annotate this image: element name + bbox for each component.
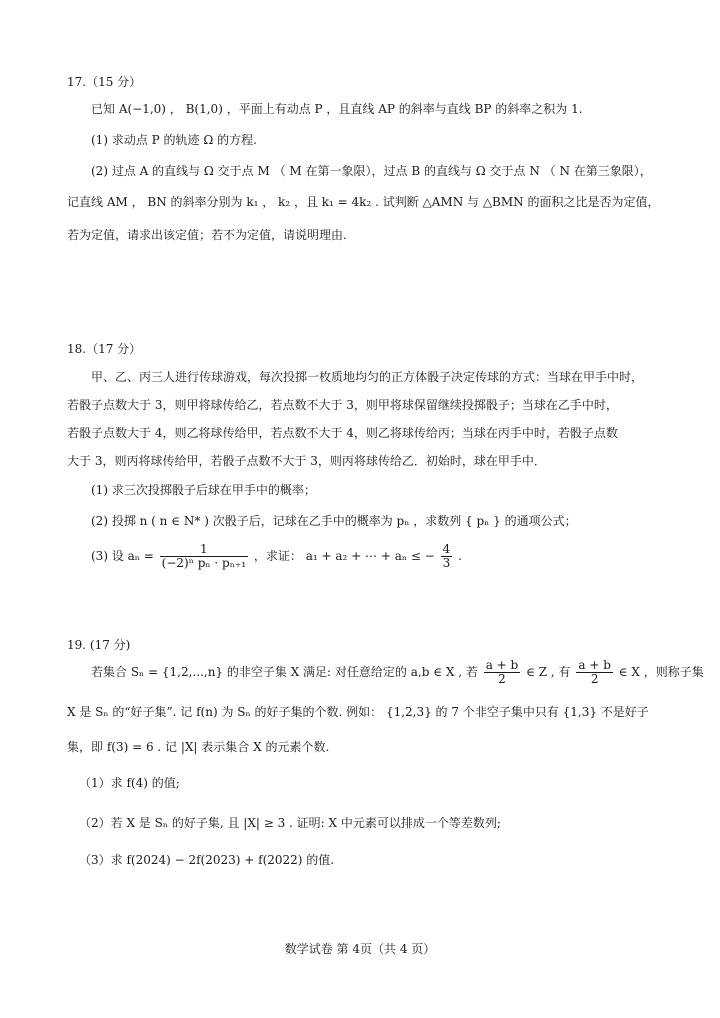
q19-line3: 集，即 f(3) = 6 . 记 |X| 表示集合 X 的元素个数.	[67, 740, 330, 754]
q19-fraction-1-denominator: 2	[498, 672, 506, 686]
q19-fraction-2-numerator: a + b	[578, 658, 611, 672]
q18-fraction-bound-denominator: 3	[442, 556, 451, 570]
q17-part2-line2: 记直线 AM ， BN 的斜率分别为 k₁ ， k₂ ，且 k₁ = 4k₂ . 试判断 △AMN 与 △BMN 的面积之比是否为定值，	[67, 195, 660, 209]
q18-part3-end: .	[458, 549, 462, 563]
q17-intro: 已知 A(−1,0) ， B(1,0) ，平面上有动点 P ，且直线 AP 的斜率与直线 BP 的斜率之积为 1.	[91, 102, 583, 116]
q19-fraction-1-numerator: a + b	[485, 658, 519, 672]
q18-fraction-an	[160, 543, 248, 570]
q19-line1-a: 若集合 Sₙ = {1,2,...,n} 的非空子集 X 满足: 对任意给定的 a,b ∈ X , 若	[91, 665, 478, 679]
page-footer: 数学试卷 第 4页（共 4 页）	[284, 942, 436, 956]
q19-header: 19. (17 分)	[67, 638, 131, 652]
q17-part2-line1: (2) 过点 A 的直线与 Ω 交于点 M （ M 在第一象限），过点 B 的直线与 Ω 交于点 N （ N 在第三象限），	[91, 164, 652, 178]
q18-part3-prefix: (3) 设 aₙ =	[91, 549, 154, 563]
q18-line4: 大于 3，则丙将球传给甲，若骰子点数不大于 3，则丙将球传给乙．初始时，球在甲手中．	[67, 454, 546, 468]
q18-header: 18.（17 分）	[67, 342, 142, 356]
q18-fraction-bound	[441, 543, 453, 570]
q19-line1	[91, 655, 704, 689]
q18-line1: 甲、乙、丙三人进行传球游戏，每次投掷一枚质地均匀的正方体骰子决定传球的方式：当球在甲手中时，	[91, 370, 644, 384]
q18-fraction-an-numerator: 1	[160, 543, 248, 557]
q17-part2-line3: 若为定值，请求出该定值；若不为定值，请说明理由.	[67, 228, 347, 242]
q18-fraction-an-denominator: (−2)ⁿ pₙ · pₙ₊₁	[161, 556, 247, 570]
q18-fraction-bound-numerator: 4	[442, 542, 451, 556]
q18-line3: 若骰子点数大于 4，则乙将球传给甲，若点数不大于 4，则乙将球传给丙；当球在丙手中时，若骰子点数	[67, 426, 618, 440]
q19-fraction-2-denominator: 2	[590, 672, 599, 686]
q19-part3: （3）求 f(2024) − 2f(2023) + f(2022) 的值.	[79, 853, 335, 867]
q19-part2: （2）若 X 是 Sₙ 的好子集, 且 |X| ≥ 3 . 证明: X 中元素可以排成一个等差数列;	[79, 816, 501, 830]
q18-part3-middle: ，求证： a₁ + a₂ + ⋯ + aₙ ≤ −	[253, 549, 435, 563]
q19-line1-b: ∈ Z , 有	[526, 665, 571, 679]
q19-fraction-2	[576, 659, 613, 686]
q19-part1: （1）求 f(4) 的值;	[79, 776, 180, 790]
q18-part1: (1) 求三次投掷骰子后球在甲手中的概率；	[91, 483, 316, 497]
q18-part3	[91, 539, 462, 573]
q17-header: 17.（15 分）	[67, 75, 142, 89]
q18-part2: (2) 投掷 n ( n ∈ N* ) 次骰子后，记球在乙手中的概率为 pₙ ，求数列 { pₙ } 的通项公式；	[91, 514, 577, 528]
q19-line2: X 是 Sₙ 的“好子集”. 记 f(n) 为 Sₙ 的好子集的个数. 例如： {1,2,3} 的 7 个非空子集中只有 {1,3} 不是好子	[67, 705, 649, 719]
q17-part1: (1) 求动点 P 的轨迹 Ω 的方程.	[91, 133, 257, 147]
q19-fraction-1	[484, 659, 521, 686]
q19-line1-c: ∈ X ，则称子集	[618, 665, 704, 679]
q18-line2: 若骰子点数大于 3，则甲将球传给乙，若点数不大于 3，则甲将球保留继续投掷骰子；当球在乙手中时，	[67, 398, 618, 412]
